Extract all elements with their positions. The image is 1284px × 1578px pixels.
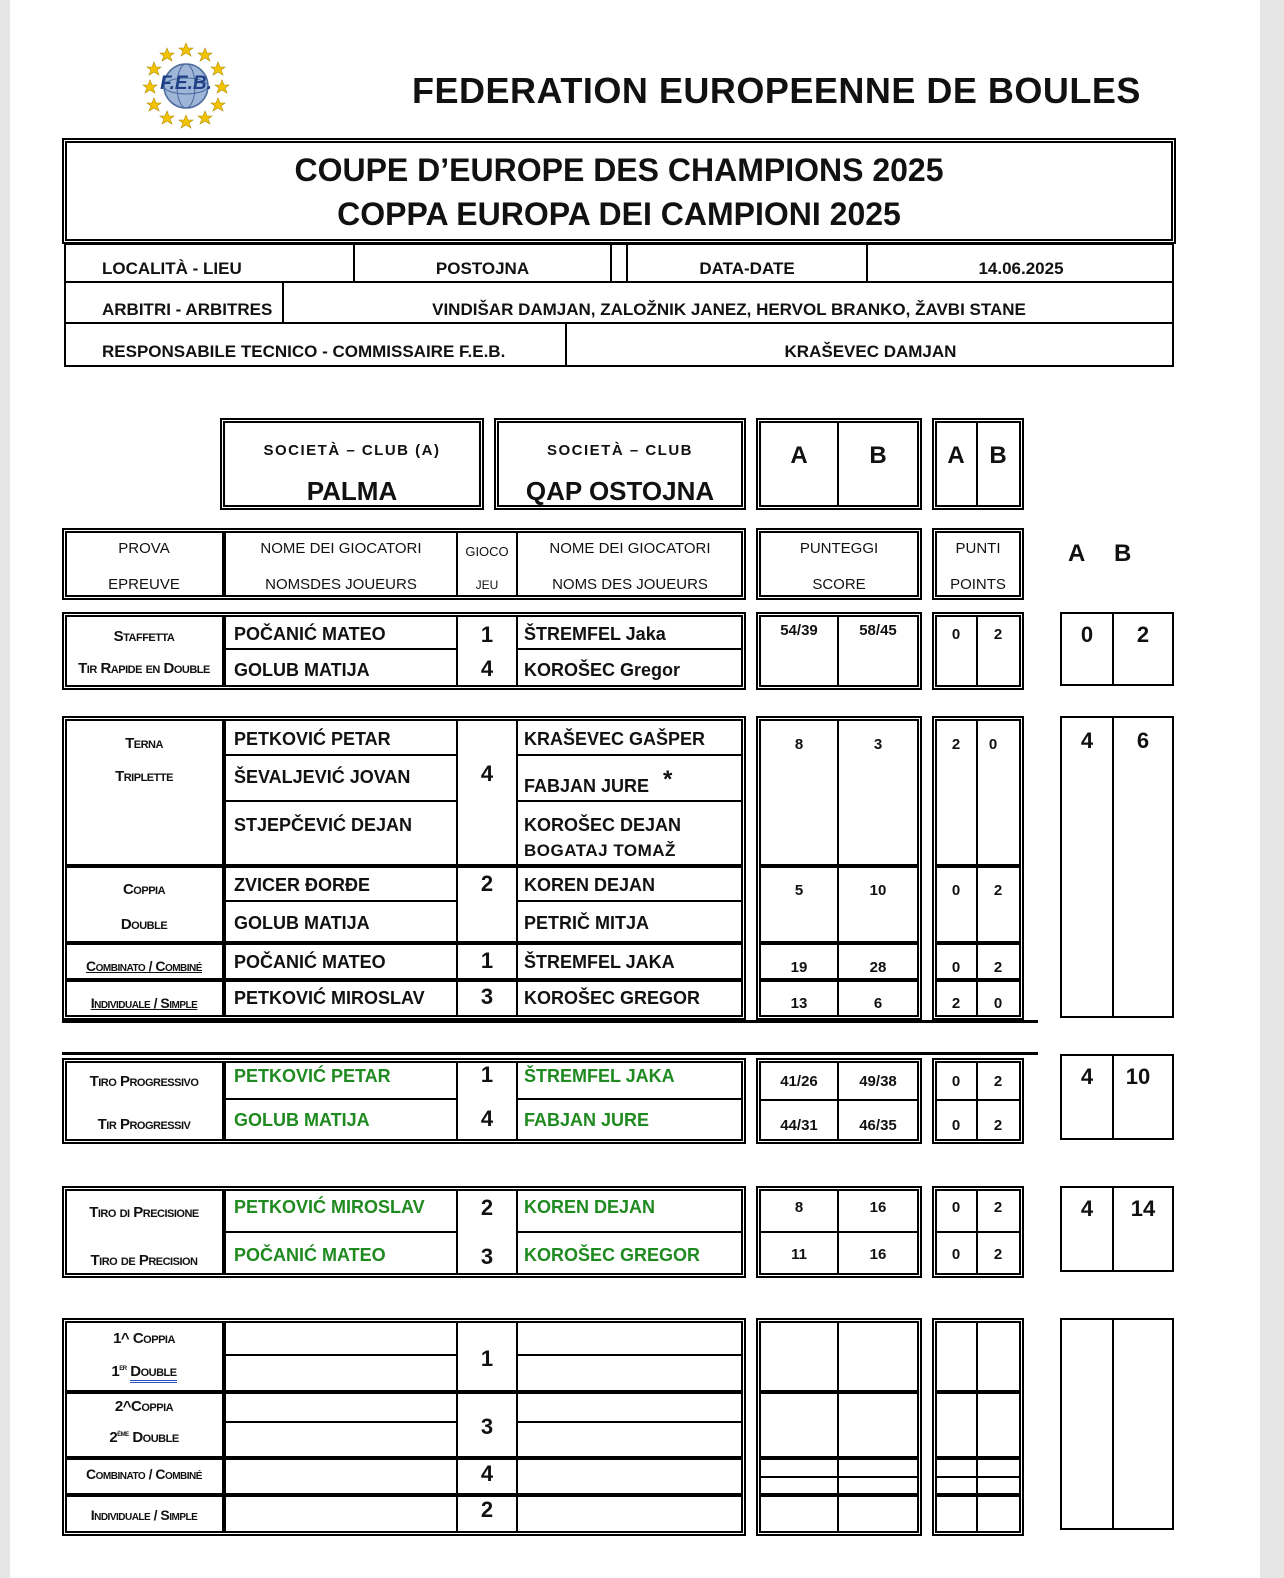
precisione-points-a-1: 0: [951, 1199, 961, 1216]
final-game-3: 4: [480, 1461, 494, 1486]
final-coppia2-label-fr: [66, 1428, 222, 1446]
staffetta-label: Staffetta: [113, 628, 175, 645]
terna-substitute-mark: *: [663, 766, 673, 793]
precisione-game-2: 3: [480, 1244, 494, 1269]
terna-score-b: 3: [873, 736, 883, 753]
final-individuale-label: Individuale / Simple: [90, 1507, 198, 1523]
combinato-score-a: 19: [790, 959, 808, 976]
coppia-b-player-2: PETRIČ MITJA: [524, 913, 650, 933]
coppia-a-player-2: GOLUB MATIJA: [234, 913, 370, 933]
final-game-2: 3: [480, 1414, 494, 1439]
precisione-game-1: 2: [480, 1195, 494, 1220]
terna-points-b: 0: [988, 736, 998, 753]
progressivo-a-player-1: PETKOVIĆ PETAR: [234, 1066, 391, 1086]
score-a-header: A: [790, 442, 808, 469]
progressivo-game-2: 4: [480, 1106, 494, 1131]
individuale-b-player: KOROŠEC GREGOR: [524, 988, 701, 1008]
progressivo-total-b: 10: [1125, 1064, 1151, 1089]
staffetta-points-b: 2: [993, 626, 1003, 643]
header-noms-b: NOMS DES JOUEURS: [552, 576, 708, 593]
club-a-label: SOCIETÀ – CLUB (A): [263, 442, 441, 459]
header-gioco: GIOCO: [465, 544, 509, 559]
precisione-score-a-2: 11: [791, 1246, 807, 1263]
final-coppia2-word: Double: [132, 1429, 179, 1446]
coppia-points-b: 2: [993, 882, 1003, 899]
progressivo-points-b-2: 2: [993, 1117, 1003, 1134]
main-total-box: [1060, 716, 1174, 1018]
staffetta-a-player-2: GOLUB MATIJA: [234, 660, 370, 680]
individuale-label: Individuale / Simple: [90, 995, 198, 1011]
progressivo-b-player-1: ŠTREMFEL JAKA: [524, 1066, 675, 1086]
resp-label: RESPONSABILE TECNICO - COMMISSAIRE F.E.B.: [102, 342, 506, 361]
final-coppia2-sup: ème: [117, 1428, 129, 1438]
header-punti: PUNTI: [955, 540, 1001, 557]
staffetta-total-b: 2: [1136, 622, 1150, 647]
progressivo-b-player-2: FABJAN JURE: [524, 1110, 650, 1130]
coppia-label: Coppia: [122, 881, 166, 898]
points-b-header: B: [989, 442, 1007, 469]
total-b-header: B: [1114, 540, 1132, 567]
precisione-score-b-2: 16: [869, 1246, 887, 1263]
staffetta-label-fr: Tir Rapide en Double: [78, 660, 210, 677]
main-total-a: 4: [1080, 728, 1094, 753]
progressivo-points-a-2: 0: [951, 1117, 961, 1134]
header-points: POINTS: [950, 576, 1006, 593]
coppia-score-b: 10: [869, 882, 887, 899]
terna-score-a: 8: [794, 736, 804, 753]
precisione-b-player-1: KOREN DEJAN: [524, 1197, 656, 1217]
club-a-name: PALMA: [306, 476, 398, 506]
precisione-total-a: 4: [1080, 1196, 1094, 1221]
final-coppia1-label-fr: [66, 1362, 222, 1380]
individuale-score-b: 6: [873, 995, 883, 1012]
resp-value: KRAŠEVEC DAMJAN: [784, 342, 957, 361]
title-line-1: COUPE D’EUROPE DES CHAMPIONS 2025: [294, 152, 944, 188]
precisione-b-player-2: KOROŠEC GREGOR: [524, 1245, 701, 1265]
score-sheet: [10, 0, 1260, 1578]
terna-label-fr: Triplette: [115, 768, 173, 785]
main-total-b: 6: [1136, 728, 1150, 753]
precisione-score-a-1: 8: [794, 1199, 804, 1216]
precisione-a-player-1: PETKOVIĆ MIROSLAV: [234, 1197, 425, 1217]
combinato-label: Combinato / Combiné: [86, 958, 202, 974]
progressivo-points-b-1: 2: [993, 1073, 1003, 1090]
final-coppia2-num: 2: [109, 1429, 118, 1446]
final-combinato-label: Combinato / Combiné: [86, 1466, 202, 1482]
club-b-label: SOCIETÀ – CLUB: [546, 442, 693, 459]
final-coppia1-word: Double: [130, 1363, 176, 1383]
precisione-a-player-2: POČANIĆ MATEO: [234, 1245, 386, 1265]
coppia-game: 2: [480, 871, 494, 896]
precisione-score-b-1: 16: [869, 1199, 887, 1216]
final-block: [62, 1318, 746, 1536]
staffetta-b-player-1: ŠTREMFEL Jaka: [524, 624, 666, 644]
staffetta-points-a: 0: [951, 626, 961, 643]
final-coppia1-num: 1: [111, 1363, 120, 1380]
date-label: DATA-DATE: [699, 259, 795, 278]
precisione-label: Tiro di Precisione: [89, 1204, 199, 1221]
date-value: 14.06.2025: [978, 259, 1064, 278]
combinato-points-b: 2: [993, 959, 1003, 976]
coppia-score-a: 5: [794, 882, 804, 899]
feb-logo: [138, 40, 234, 130]
precisione-total-b: 14: [1130, 1196, 1156, 1221]
individuale-score-a: 13: [790, 995, 808, 1012]
score-b-header: B: [869, 442, 887, 469]
progressivo-points-a-1: 0: [951, 1073, 961, 1090]
terna-b-player-1: KRAŠEVEC GAŠPER: [524, 729, 706, 749]
terna-label: Terna: [125, 735, 163, 752]
club-b-name: QAP OSTOJNA: [525, 476, 715, 506]
progressivo-label-fr: Tir Progressiv: [97, 1116, 191, 1133]
terna-b-player-2: FABJAN JURE: [524, 776, 650, 796]
terna-a-player-1: PETKOVIĆ PETAR: [234, 729, 391, 749]
final-score-box: [756, 1318, 922, 1536]
arbitri-label: ARBITRI - ARBITRES: [102, 300, 273, 319]
staffetta-game-2: 4: [480, 656, 494, 681]
terna-a-player-3: STJEPČEVIĆ DEJAN: [234, 815, 413, 835]
coppia-a-player-1: ZVICER ĐORĐE: [234, 875, 371, 895]
progressivo-score-a-2: 44/31: [780, 1117, 818, 1134]
staffetta-game-1: 1: [480, 622, 494, 647]
terna-points-a: 2: [951, 736, 961, 753]
progressivo-total-a: 4: [1080, 1064, 1094, 1089]
federation-name: FEDERATION EUROPEENNE DE BOULES: [412, 70, 1141, 111]
individuale-points-a: 2: [951, 995, 961, 1012]
title-line-2: COPPA EUROPA DEI CAMPIONI 2025: [337, 196, 901, 232]
lieu-value: POSTOJNA: [435, 259, 530, 278]
precisione-points-b-1: 2: [993, 1199, 1003, 1216]
final-points-box: [932, 1318, 1024, 1536]
final-coppia2-label: 2^Coppia: [114, 1398, 174, 1415]
terna-game: 4: [480, 761, 494, 786]
progressivo-label: Tiro Progressivo: [89, 1073, 199, 1090]
progressivo-score-a-1: 41/26: [780, 1073, 818, 1090]
header-nome-b: NOME DEI GIOCATORI: [549, 540, 711, 557]
combinato-game: 1: [480, 948, 494, 973]
main-block: [62, 716, 746, 1020]
header-noms-a: NOMSDES JOUEURS: [265, 576, 417, 593]
total-a-header: A: [1068, 540, 1086, 567]
terna-a-player-2: ŠEVALJEVIĆ JOVAN: [234, 767, 411, 787]
points-a-header: A: [947, 442, 965, 469]
lieu-label: LOCALITÀ - LIEU: [102, 259, 242, 278]
progressivo-score-b-1: 49/38: [859, 1073, 897, 1090]
terna-b-player-3: KOROŠEC DEJAN: [524, 815, 682, 835]
combinato-b-player: ŠTREMFEL JAKA: [524, 952, 675, 972]
coppia-points-a: 0: [951, 882, 961, 899]
precisione-points-a-2: 0: [951, 1246, 961, 1263]
header-score: SCORE: [812, 576, 866, 593]
final-game-4: 2: [480, 1497, 494, 1522]
individuale-points-b: 0: [993, 995, 1003, 1012]
progressivo-score-b-2: 46/35: [859, 1117, 897, 1134]
header-epreuve: EPREUVE: [108, 576, 180, 593]
staffetta-b-player-2: KOROŠEC Gregor: [524, 660, 681, 680]
arbitri-value: VINDIŠAR DAMJAN, ZALOŽNIK JANEZ, HERVOL BRANKO, ŽAVBI STANE: [432, 300, 1026, 319]
individuale-a-player: PETKOVIĆ MIROSLAV: [234, 988, 425, 1008]
header-jeu: JEU: [475, 578, 499, 592]
coppia-label-fr: Double: [120, 916, 168, 933]
header-punteggi: PUNTEGGI: [799, 540, 879, 557]
combinato-score-b: 28: [869, 959, 887, 976]
combinato-a-player: POČANIĆ MATEO: [234, 952, 386, 972]
final-total-box: [1060, 1318, 1174, 1530]
staffetta-score-b: 58/45: [859, 622, 897, 639]
coppia-b-player-1: KOREN DEJAN: [524, 875, 656, 895]
progressivo-a-player-2: GOLUB MATIJA: [234, 1110, 370, 1130]
logo-text: F.E.B.: [160, 73, 212, 94]
header-nome-a: NOME DEI GIOCATORI: [260, 540, 422, 557]
combinato-points-a: 0: [951, 959, 961, 976]
staffetta-a-player-1: POČANIĆ MATEO: [234, 624, 386, 644]
final-game-1: 1: [480, 1346, 494, 1371]
precisione-label-fr: Tiro de Precision: [90, 1252, 198, 1269]
precisione-points-b-2: 2: [993, 1246, 1003, 1263]
progressivo-game-1: 1: [480, 1062, 494, 1087]
staffetta-score-a: 54/39: [780, 622, 818, 639]
final-coppia1-sup: er: [119, 1362, 127, 1372]
staffetta-points-box: [932, 612, 1024, 690]
header-prova: PROVA: [118, 540, 170, 557]
individuale-game: 3: [480, 984, 494, 1009]
terna-b-player-4: BOGATAJ TOMAŽ: [524, 841, 676, 860]
staffetta-total-a: 0: [1080, 622, 1094, 647]
final-coppia1-label: 1^ Coppia: [113, 1330, 175, 1347]
